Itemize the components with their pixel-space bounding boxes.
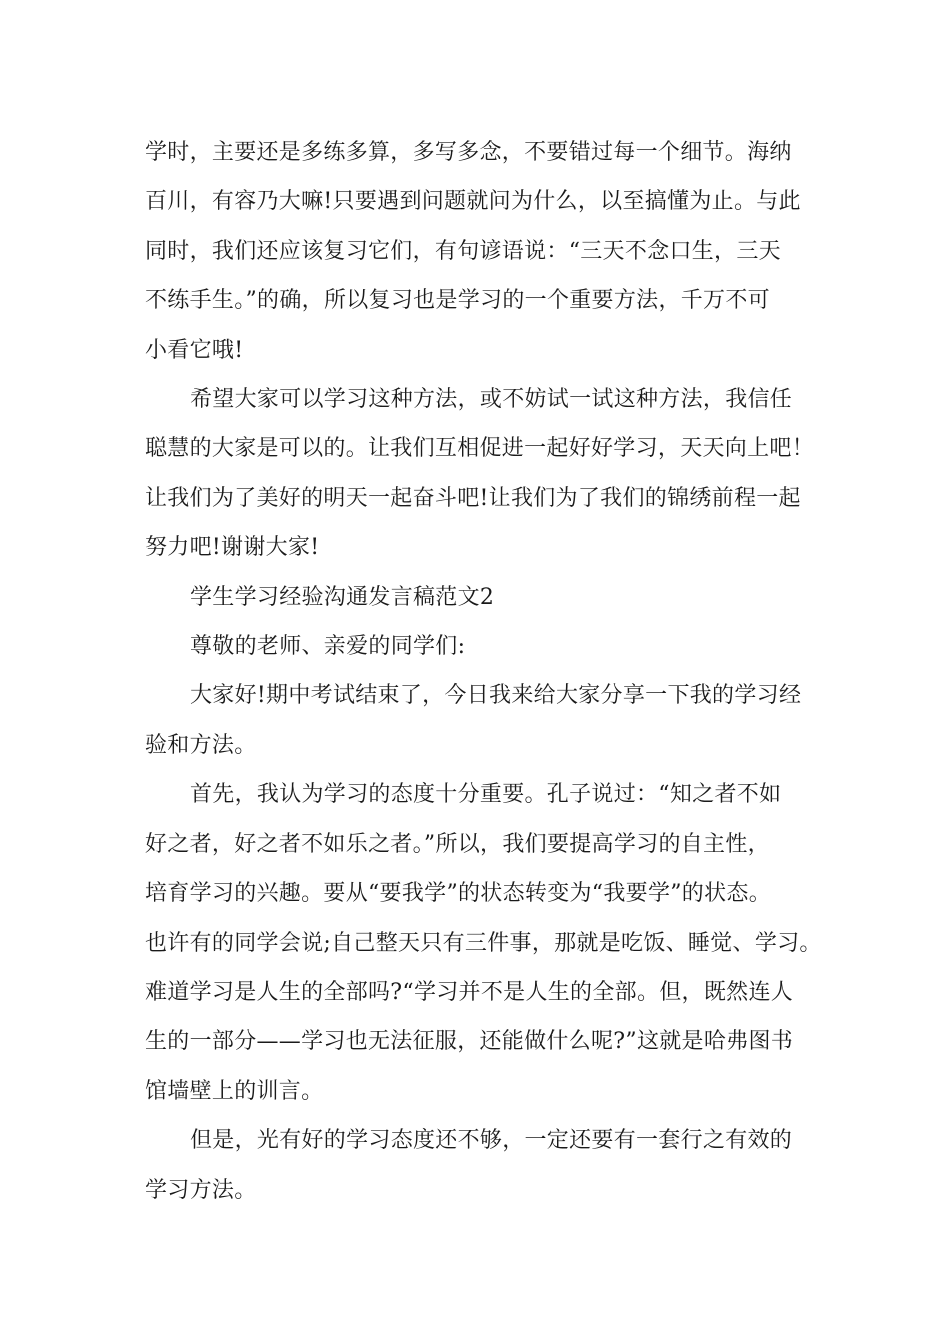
text-line: 不练手生。”的确，所以复习也是学习的一个重要方法，千万不可 xyxy=(145,288,770,314)
text-line: 同时，我们还应该复习它们，有句谚语说：“三天不念口生，三天 xyxy=(145,238,781,264)
text-line: 也许有的同学会说;自己整天只有三件事，那就是吃饭、睡觉、学习。 xyxy=(145,930,822,956)
paragraph xyxy=(145,770,825,1116)
paragraph xyxy=(145,375,825,573)
paragraph xyxy=(145,1116,825,1215)
text-line: 让我们为了美好的明天一起奋斗吧!让我们为了我们的锦绣前程一起 xyxy=(145,485,801,511)
text-line: 大家好!期中考试结束了，今日我来给大家分享一下我的学习经 xyxy=(190,683,802,709)
text-line: 验和方法。 xyxy=(145,732,257,758)
text-line: 努力吧!谢谢大家! xyxy=(145,535,320,561)
text-line: 学习方法。 xyxy=(145,1177,257,1203)
paragraph xyxy=(145,573,825,622)
text-line: 首先，我认为学习的态度十分重要。孔子说过：“知之者不如 xyxy=(190,782,782,808)
text-line: 但是，光有好的学习态度还不够，一定还要有一套行之有效的 xyxy=(190,1128,793,1154)
paragraph xyxy=(145,622,825,671)
text-line: 生的一部分——学习也无法征服，还能做什么呢?”这就是哈弗图书 xyxy=(145,1029,794,1055)
text-line: 学时，主要还是多练多算，多写多念，不要错过每一个细节。海纳 xyxy=(145,140,792,165)
text-line: 好之者，好之者不如乐之者。”所以，我们要提高学习的自主性， xyxy=(145,831,770,857)
paragraph xyxy=(145,128,825,375)
text-line: 难道学习是人生的全部吗?“学习并不是人生的全部。但，既然连人 xyxy=(145,979,794,1005)
text-line: 聪慧的大家是可以的。让我们互相促进一起好好学习，天天向上吧！ xyxy=(145,436,815,462)
text-line: 馆墙壁上的训言。 xyxy=(145,1078,324,1104)
text-line: 希望大家可以学习这种方法，或不妨试一试这种方法，我信任 xyxy=(190,387,793,413)
text-line: 百川，有容乃大嘛!只要遇到问题就问为什么，以至搞懂为止。与此 xyxy=(145,189,801,215)
text-line: 小看它哦! xyxy=(145,337,244,363)
paragraph xyxy=(145,671,825,770)
document-body xyxy=(145,128,825,1215)
text-line: 培育学习的兴趣。要从“要我学”的状态转变为“我要学”的状态。 xyxy=(145,881,771,907)
text-line: 尊敬的老师、亲爱的同学们: xyxy=(190,634,466,660)
text-line: 学生学习经验沟通发言稿范文2 xyxy=(190,584,495,610)
